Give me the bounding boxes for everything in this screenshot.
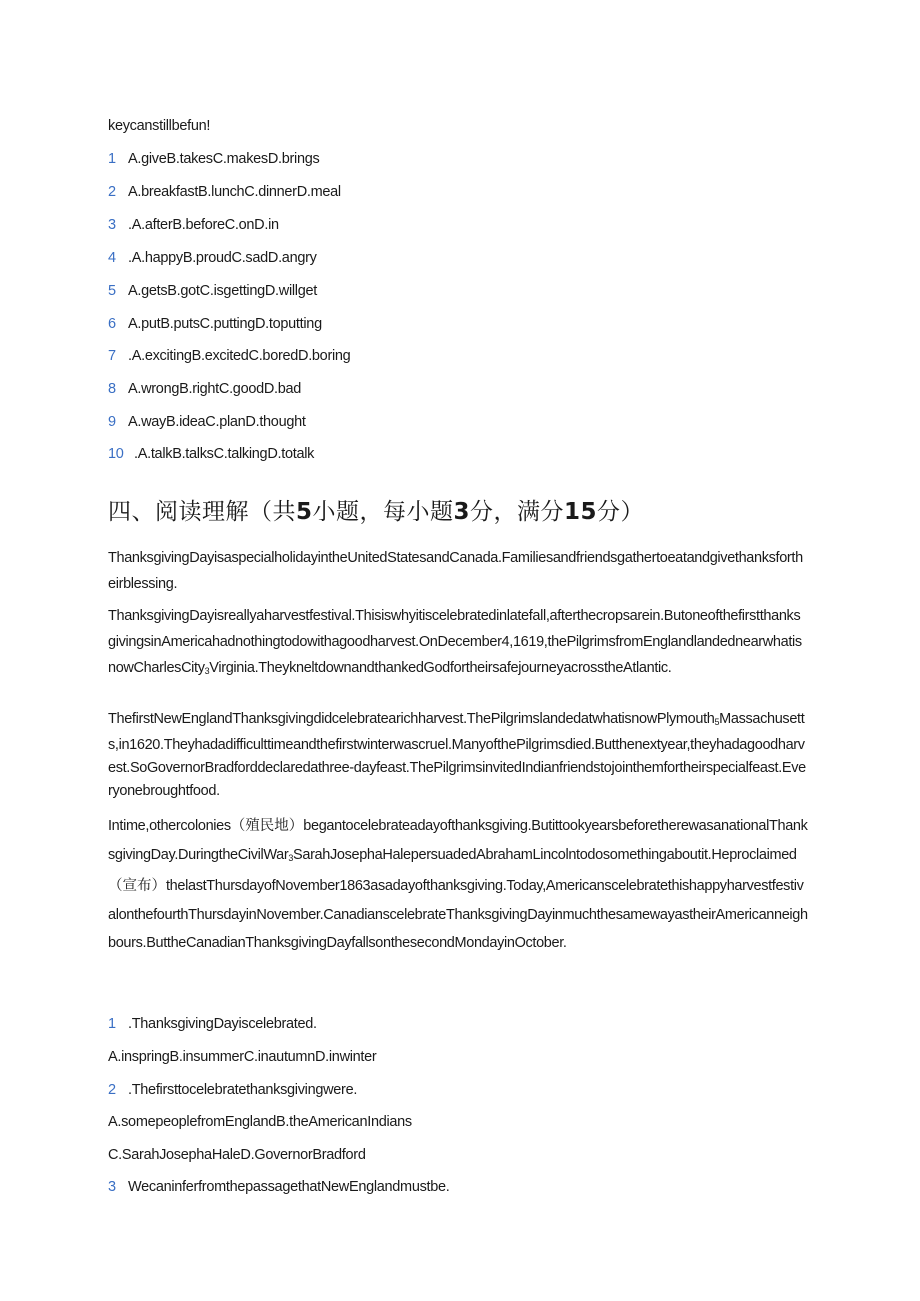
heading-text: 四、阅读理解（共 — [108, 499, 296, 525]
paragraph-text: ThefirstNewEnglandThanksgivingdidcelebratearichharvest.ThePilgrimslandedatwhatisnowPlymouth — [108, 711, 715, 727]
option-text: .A.happyB.proudC.sadD.angry — [128, 250, 317, 266]
question-number: 2 — [108, 1082, 116, 1098]
question-number: 5 — [108, 283, 116, 299]
question-number: 1 — [108, 151, 116, 167]
option-text: .A.afterB.beforeC.onD.in — [128, 217, 279, 233]
question-number: 4 — [108, 250, 116, 266]
option-row — [108, 181, 808, 204]
heading-text: 分，满分 — [470, 499, 565, 525]
passage-paragraph-3 — [108, 708, 808, 803]
paragraph-text: Intime,othercolonies — [108, 818, 231, 834]
paragraph-text: thelastThursdayofNovember1863asadayofthanksgiving.Today,AmericanscelebratethishappyharvestfestivalonthefourthThursdayinNovember.CanadianscelebrateThanksgivingDayinmuchthesamewayastheirAmericanneighbours.ButtheCanadianThanksgivingDayfallsonthesecondMondayinOctober. — [108, 878, 808, 951]
subscript-mark: 5 — [714, 717, 720, 727]
paragraph-text: Massachusetts,in1620.Theyhadadifficulttimeandthefirstwinterwascruel.ManyofthePilgrimsdied.Butthenextyear,theyhadagoodharvest.SoGovernorBradforddeclaredathree-dayfeast.ThePilgrimsinvitedIndianfriendstojointhemfortheirspecialfeast.Everyonebroughtfood. — [108, 711, 806, 799]
passage-paragraph-1: ThanksgivingDayisaspecialholidayintheUnitedStatesandCanada.Familiesandfriendsgathertoeatandgivethanksfortheirblessing. — [108, 550, 803, 592]
chinese-gloss: （殖民地） — [230, 818, 304, 834]
heading-number: 15 — [564, 499, 598, 525]
question-options: A.somepeoplefromEnglandB.theAmericanIndians — [108, 1114, 412, 1130]
option-row — [108, 443, 808, 466]
heading-number: 3 — [453, 499, 471, 525]
passage-ending-line: keycanstillbefun! — [108, 118, 211, 134]
option-text: .A.excitingB.excitedC.boredD.boring — [128, 348, 351, 364]
question-stem — [108, 1079, 808, 1102]
question-number: 3 — [108, 217, 116, 233]
question-number: 1 — [108, 1016, 116, 1032]
question-number: 10 — [108, 446, 124, 462]
option-row — [108, 378, 808, 401]
option-row — [108, 280, 808, 303]
option-text: A.getsB.gotC.isgettingD.willget — [128, 283, 317, 299]
chinese-gloss: （宣布） — [108, 878, 166, 894]
option-row — [108, 214, 808, 237]
subscript-mark: 3 — [204, 665, 210, 676]
option-text: A.putB.putsC.puttingD.toputting — [128, 316, 322, 332]
option-row — [108, 345, 808, 368]
question-number: 2 — [108, 184, 116, 200]
paragraph-text: ThanksgivingDayisreallyaharvestfestival.Thisiswhyitiscelebratedinlatefall,afterthecropsarein.ButoneofthefirstthanksgivingsinAmericahadnothingtodowithagoodharvest.OnDecember4,1619,thePilgrimsfromEnglandlandednearwhatisnowCharlesCity — [108, 608, 802, 676]
question-options: A.inspringB.insummerC.inautumnD.inwinter — [108, 1049, 377, 1065]
question-number: 9 — [108, 414, 116, 430]
paragraph-text: Virginia.TheykneltdownandthankedGodfortheirsafejourneyacrosstheAtlantic. — [209, 659, 672, 676]
stem-text: WecaninferfromthepassagethatNewEnglandmustbe. — [128, 1179, 450, 1195]
heading-number: 5 — [296, 499, 313, 525]
question-number: 3 — [108, 1179, 116, 1195]
option-text: A.giveB.takesC.makesD.brings — [128, 151, 320, 167]
paragraph-text: begantocelebrateadayofthanksgiving.ButittookyearsbeforetherewasanationalThanksgivingDay.DuringtheCivilWar — [108, 818, 808, 863]
paragraph-text: SarahJosephaHalepersuadedAbrahamLincolntodosomethingaboutit.Heproclaimed — [293, 846, 797, 863]
section-heading — [108, 495, 644, 529]
question-number: 8 — [108, 381, 116, 397]
heading-text: 分） — [597, 499, 645, 525]
option-row — [108, 148, 808, 171]
option-text: A.breakfastB.lunchC.dinnerD.meal — [128, 184, 341, 200]
passage-paragraph-2 — [108, 604, 808, 684]
stem-text: .ThanksgivingDayiscelebrated. — [128, 1016, 317, 1032]
option-text: .A.talkB.talksC.talkingD.totalk — [134, 446, 315, 462]
option-row — [108, 247, 808, 270]
question-number: 7 — [108, 348, 116, 364]
heading-text: 小题，每小题 — [312, 499, 454, 525]
option-text: A.wayB.ideaC.planD.thought — [128, 414, 306, 430]
question-stem — [108, 1176, 808, 1199]
stem-text: .Thefirsttocelebratethanksgivingwere. — [128, 1082, 358, 1098]
question-number: 6 — [108, 316, 116, 332]
option-text: A.wrongB.rightC.goodD.bad — [128, 381, 302, 397]
subscript-mark: 3 — [288, 852, 294, 863]
option-row — [108, 411, 808, 434]
option-row — [108, 313, 808, 336]
question-stem — [108, 1013, 808, 1036]
passage-paragraph-4 — [108, 812, 808, 958]
question-options: C.SarahJosephaHaleD.GovernorBradford — [108, 1147, 366, 1163]
